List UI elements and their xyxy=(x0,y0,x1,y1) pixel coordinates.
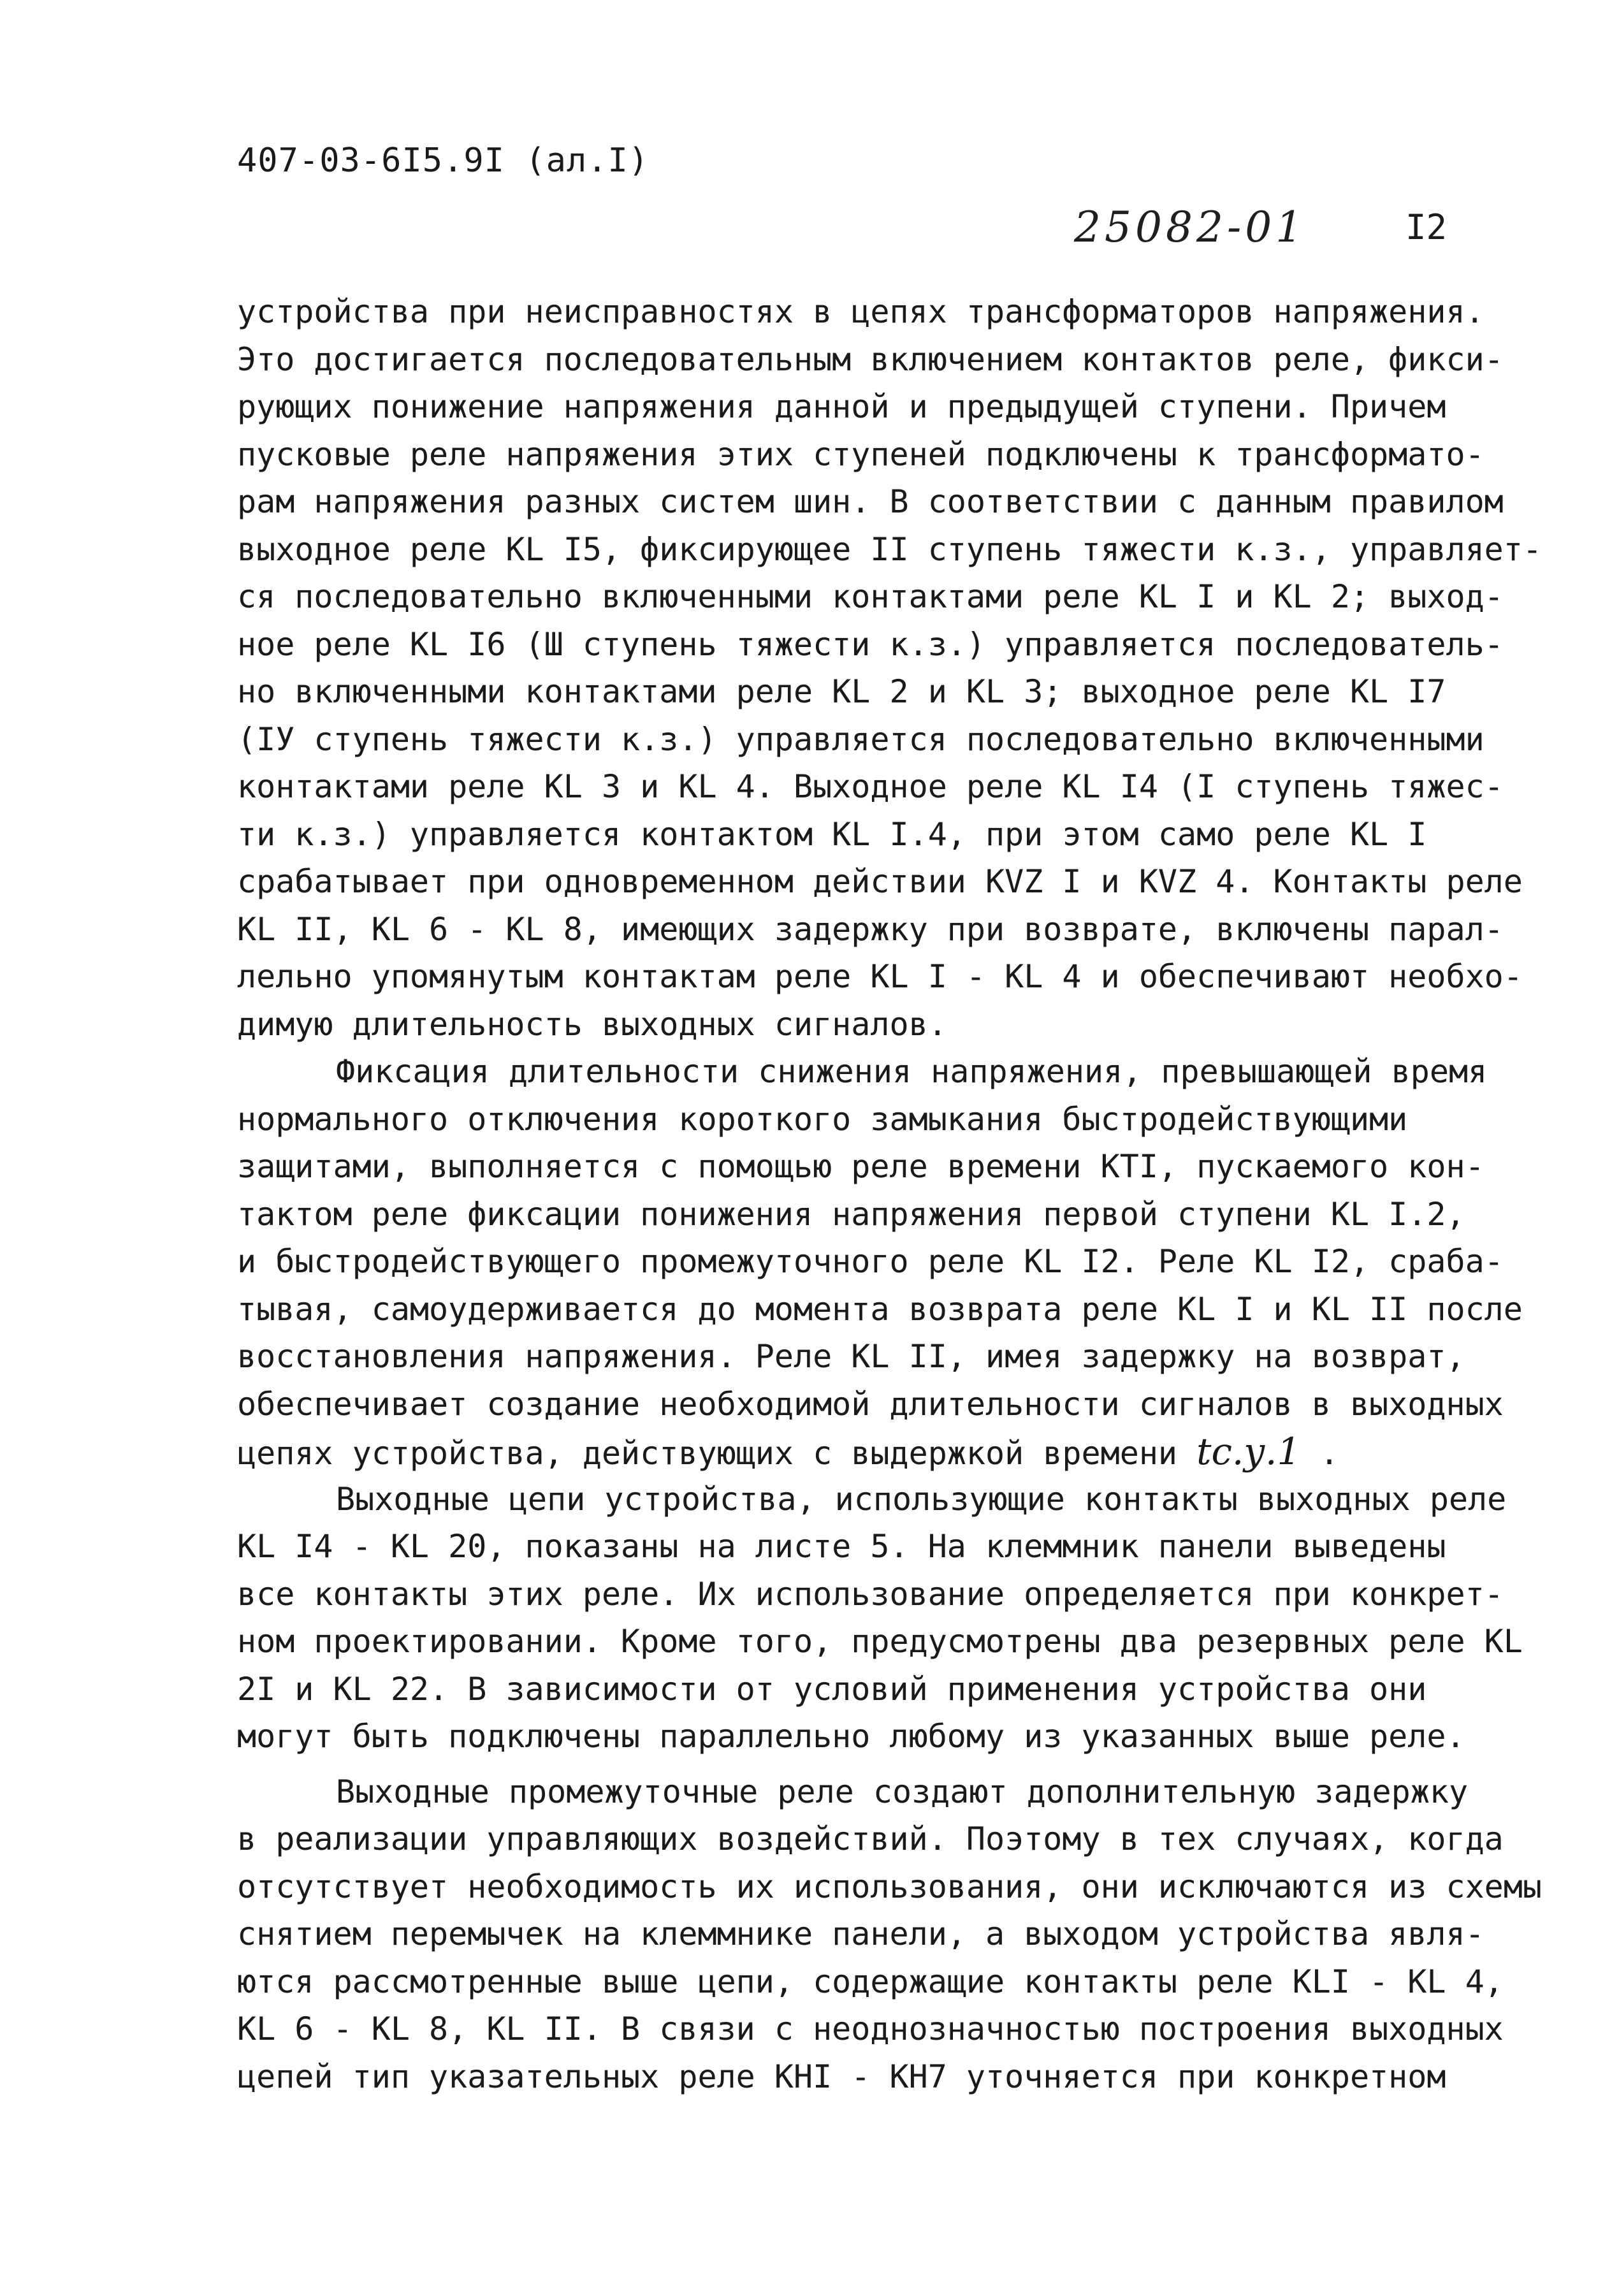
text-line: димую длительность выходных сигналов. xyxy=(237,1005,947,1043)
text-line: ном проектировании. Кроме того, предусмотрены два резервных реле KL xyxy=(237,1623,1523,1660)
paragraph-first-line: Выходные цепи устройства, использующие контакты выходных реле xyxy=(336,1480,1507,1518)
text-line: в реализации управляющих воздействий. Поэтому в тех случаях, когда xyxy=(237,1820,1504,1857)
text-line: ся последовательно включенными контактами реле KL I и KL 2; выход- xyxy=(237,578,1504,615)
text-line: (IУ ступень тяжести к.з.) управляется последовательно включенными xyxy=(237,720,1485,758)
text-line: устройства при неисправностях в цепях трансформаторов напряжения. xyxy=(237,293,1485,330)
paragraph-first-line: Выходные промежуточные реле создают дополнительную задержку xyxy=(336,1773,1469,1810)
text-line: Это достигается последовательным включением контактов реле, фикси- xyxy=(237,340,1504,378)
text-line: обеспечивает создание необходимой длительности сигналов в выходных xyxy=(237,1385,1504,1423)
text-line: защитами, выполняется с помощью реле времени KTI, пускаемого кон- xyxy=(237,1148,1485,1185)
paragraph-first-line: Фиксация длительности снижения напряжения, превышающей время xyxy=(336,1053,1488,1090)
text-line: цепей тип указательных реле KHI - KH7 уточняется при конкретном xyxy=(237,2058,1446,2095)
text-line: ются рассмотренные выше цепи, содержащие контакты реле KLI - KL 4, xyxy=(237,1963,1504,2000)
text-line: KL 6 - KL 8, KL II. В связи с неоднозначностью построения выходных xyxy=(237,2010,1504,2047)
document-code: 407-03-6I5.9I (ал.I) xyxy=(237,142,650,180)
text-line: и быстродействующего промежуточного реле KL I2. Реле KL I2, сраба- xyxy=(237,1243,1504,1280)
text-line-with-symbol xyxy=(237,1428,1537,1476)
text-line: все контакты этих реле. Их использование определяется при конкрет- xyxy=(237,1575,1504,1613)
text-line: цепях устройства, действующих с выдержкой времени xyxy=(237,1435,1178,1472)
text-line: 2I и KL 22. В зависимости от условий применения устройства они xyxy=(237,1670,1427,1708)
text-line: рующих понижение напряжения данной и предыдущей ступени. Причем xyxy=(237,388,1446,425)
text-line: рам напряжения разных систем шин. В соответствии с данным правилом xyxy=(237,483,1504,520)
text-line: KL II, KL 6 - KL 8, имеющих задержку при возврате, включены парал- xyxy=(237,910,1504,948)
handwritten-number: 25082-01 xyxy=(1074,203,1307,252)
time-symbol-tail: . xyxy=(1300,1435,1339,1472)
text-line: пусковые реле напряжения этих ступеней подключены к трансформато- xyxy=(237,435,1485,473)
text-line: могут быть подключены параллельно любому из указанных выше реле. xyxy=(237,1718,1465,1755)
text-line: ное реле KL I6 (Ш ступень тяжести к.з.) управляется последователь- xyxy=(237,625,1504,663)
page-number: I2 xyxy=(1405,207,1448,247)
time-symbol: tс.у.1 xyxy=(1196,1430,1301,1473)
text-line: но включенными контактами реле KL 2 и KL 3; выходное реле KL I7 xyxy=(237,673,1446,710)
body-text xyxy=(237,288,1542,2100)
text-line: ти к.з.) управляется контактом KL I.4, при этом само реле KL I xyxy=(237,815,1427,853)
text-line: восстановления напряжения. Реле KL II, имея задержку на возврат, xyxy=(237,1338,1465,1375)
text-line: отсутствует необходимость их использования, они исключаются из схемы xyxy=(237,1868,1542,1905)
text-line: контактами реле KL 3 и KL 4. Выходное реле KL I4 (I ступень тяжес- xyxy=(237,768,1504,805)
text-line: тывая, самоудерживается до момента возврата реле KL I и KL II после xyxy=(237,1290,1523,1328)
text-line: KL I4 - KL 20, показаны на листе 5. На клеммник панели выведены xyxy=(237,1528,1446,1565)
text-line: снятием перемычек на клеммнике панели, а выходом устройства явля- xyxy=(237,1915,1485,1952)
text-line: выходное реле KL I5, фиксирующее II ступень тяжести к.з., управляет- xyxy=(237,530,1542,568)
text-line: лельно упомянутым контактам реле KL I - KL 4 и обеспечивают необхо- xyxy=(237,958,1523,995)
text-line: срабатывает при одновременном действии KVZ I и KVZ 4. Контакты реле xyxy=(237,863,1523,900)
text-line: нормального отключения короткого замыкания быстродействующими xyxy=(237,1100,1408,1138)
text-line: тактом реле фиксации понижения напряжения первой ступени KL I.2, xyxy=(237,1195,1465,1233)
